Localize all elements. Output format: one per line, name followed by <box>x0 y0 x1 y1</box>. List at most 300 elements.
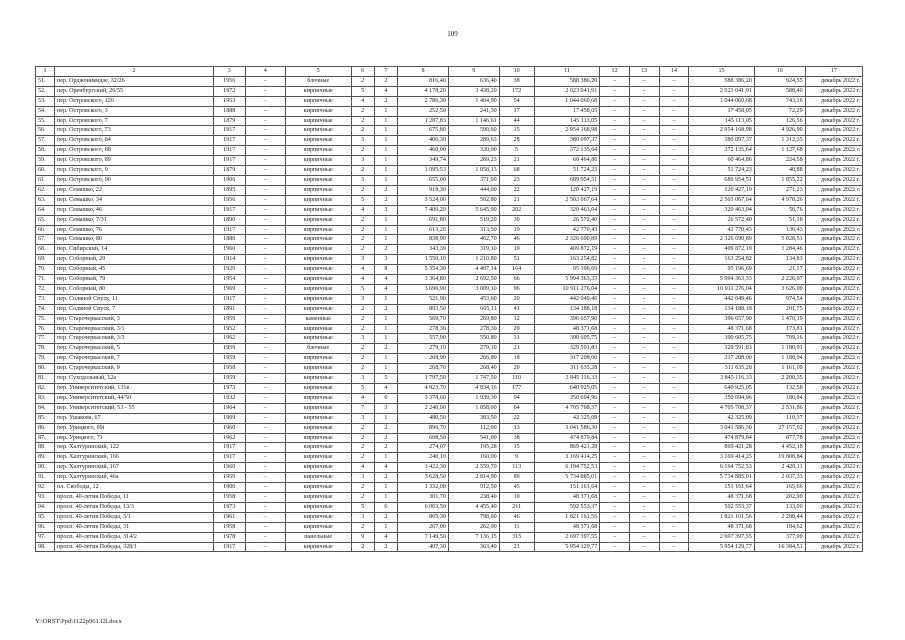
table-cell: 2 786,30 <box>398 96 449 106</box>
table-cell: 4 497,14 <box>448 265 499 275</box>
table-cell: 3 626,09 <box>754 284 805 294</box>
table-cell: кирпичные <box>285 235 351 245</box>
table-cell: 453,60 <box>448 294 499 304</box>
table-cell: 974,54 <box>754 294 805 304</box>
table-cell: – <box>659 344 689 354</box>
table-cell: декабрь 2022 г. <box>805 393 862 403</box>
table-cell: 134 188,18 <box>689 304 755 314</box>
table-cell: 343,39 <box>398 245 449 255</box>
table-cell: кирпичные <box>285 205 351 215</box>
table-cell: 1917 <box>213 453 245 463</box>
table-cell: 21,17 <box>754 265 805 275</box>
table-cell: 4 <box>351 275 374 285</box>
table-cell: кирпичные <box>285 374 351 384</box>
table-cell: – <box>245 116 285 126</box>
table-cell: 202 <box>499 205 534 215</box>
table-cell: – <box>659 324 689 334</box>
table-cell: – <box>629 532 659 542</box>
table-row <box>36 136 863 146</box>
table-cell: – <box>245 126 285 136</box>
table-cell: 3 <box>351 374 374 384</box>
table-cell: – <box>245 245 285 255</box>
table-cell: декабрь 2022 г. <box>805 225 862 235</box>
table-cell: 4 705 708,37 <box>689 403 755 413</box>
table-cell: – <box>629 403 659 413</box>
table-cell: – <box>629 116 659 126</box>
table-cell: декабрь 2022 г. <box>805 354 862 364</box>
table-cell: 502,80 <box>448 195 499 205</box>
table-cell: 89 <box>499 473 534 483</box>
table-cell: – <box>659 175 689 185</box>
table-cell: 1 332,08 <box>398 483 449 493</box>
table-cell: 1 <box>374 126 397 136</box>
table-cell: 1969 <box>213 284 245 294</box>
table-row <box>36 433 863 443</box>
table-cell: кирпичные <box>285 393 351 403</box>
table-cell: – <box>600 502 630 512</box>
table-cell: 5 <box>351 502 374 512</box>
table-cell: 56. <box>36 126 55 136</box>
table-cell: 73. <box>36 294 55 304</box>
table-cell: 2 559,70 <box>448 463 499 473</box>
table-row <box>36 215 863 225</box>
table-cell: 1 550,10 <box>398 255 449 265</box>
table-cell: 19 808,84 <box>754 453 805 463</box>
table-cell: 145 113,05 <box>534 116 600 126</box>
table-cell: декабрь 2022 г. <box>805 116 862 126</box>
table-cell: 22 <box>499 413 534 423</box>
table-row <box>36 354 863 364</box>
table-cell: 20 <box>499 294 534 304</box>
table-cell: 2 <box>351 225 374 235</box>
table-row <box>36 542 863 552</box>
table-cell: панельные <box>285 532 351 542</box>
table-cell: пер. Старочеркасский, 9 <box>55 364 214 374</box>
table-cell: декабрь 2022 г. <box>805 304 862 314</box>
table-cell: – <box>245 532 285 542</box>
table-cell: – <box>245 463 285 473</box>
table-cell: 67. <box>36 235 55 245</box>
table-cell: кирпичные <box>285 294 351 304</box>
table-cell: кирпичные <box>285 86 351 96</box>
table-cell: 912,50 <box>448 483 499 493</box>
table-cell: – <box>629 76 659 86</box>
table-cell: 3 009,10 <box>448 284 499 294</box>
table-cell: кирпичные <box>285 215 351 225</box>
table-cell: – <box>659 76 689 86</box>
table-cell: 1 <box>374 116 397 126</box>
table-cell: 5 954 129,77 <box>689 542 755 552</box>
table-cell: 869 421,28 <box>689 443 755 453</box>
table-cell: 267,00 <box>398 522 449 532</box>
table-cell: 48 371,68 <box>689 324 755 334</box>
table-cell: пер. Урицкого, 69i <box>55 423 214 433</box>
table-cell: 1 <box>374 225 397 235</box>
table-cell: – <box>245 275 285 285</box>
table-cell: 1 <box>374 235 397 245</box>
table-cell: кирпичные <box>285 453 351 463</box>
table-cell: 4 <box>374 86 397 96</box>
table-cell: 3 422,30 <box>398 463 449 473</box>
table-cell: кирпичные <box>285 166 351 176</box>
table-cell: – <box>600 354 630 364</box>
table-cell: 1 <box>374 453 397 463</box>
table-cell: – <box>659 156 689 166</box>
table-cell: кирпичные <box>285 275 351 285</box>
table-cell: 4 <box>351 96 374 106</box>
table-cell: 79. <box>36 354 55 364</box>
table-cell: 2 <box>374 185 397 195</box>
table-cell: 27 157,02 <box>754 423 805 433</box>
table-cell: пер. Университетский, 53 - 55 <box>55 403 214 413</box>
table-cell: 2 <box>351 146 374 156</box>
table-cell: – <box>659 433 689 443</box>
table-cell: 5 994 363,33 <box>534 275 600 285</box>
table-cell: 396 657,90 <box>534 314 600 324</box>
table-cell: 1 <box>374 166 397 176</box>
table-cell: декабрь 2022 г. <box>805 185 862 195</box>
table-cell: 3 378,60 <box>398 393 449 403</box>
table-cell: 2 <box>374 433 397 443</box>
table-row <box>36 473 863 483</box>
table-cell: – <box>629 384 659 394</box>
table-cell: 592 553,37 <box>689 502 755 512</box>
table-cell: – <box>600 116 630 126</box>
table-cell: кирпичные <box>285 384 351 394</box>
table-cell: – <box>629 502 659 512</box>
table-cell: 9 <box>499 453 534 463</box>
table-cell: 28 <box>499 136 534 146</box>
table-cell: – <box>245 205 285 215</box>
table-cell: 3 041 586,30 <box>689 423 755 433</box>
table-cell: 268,90 <box>398 354 449 364</box>
table-cell: – <box>629 304 659 314</box>
table-cell: – <box>629 374 659 384</box>
table-cell: 76. <box>36 324 55 334</box>
column-number: 6 <box>351 67 374 77</box>
table-cell: – <box>659 96 689 106</box>
table-cell: 1961 <box>213 512 245 522</box>
table-cell: – <box>659 284 689 294</box>
table-cell: 5 734 885,01 <box>689 473 755 483</box>
table-cell: 1909 <box>213 413 245 423</box>
table-cell: 113 <box>499 463 534 473</box>
table-cell: 691,80 <box>398 215 449 225</box>
housing-register-table <box>35 66 863 552</box>
table-cell: 1 <box>374 215 397 225</box>
table-cell: 134,83 <box>754 255 805 265</box>
table-cell: – <box>629 334 659 344</box>
table-cell: 1917 <box>213 136 245 146</box>
table-cell: декабрь 2022 г. <box>805 215 862 225</box>
page-number: 109 <box>447 30 458 38</box>
table-cell: 4 <box>351 205 374 215</box>
table-cell: 798,60 <box>448 512 499 522</box>
table-cell: 26 572,40 <box>534 215 600 225</box>
table-cell: декабрь 2022 г. <box>805 403 862 413</box>
table-cell: 97. <box>36 532 55 542</box>
table-cell: 58. <box>36 146 55 156</box>
table-cell: 5 <box>351 195 374 205</box>
table-cell: 48,88 <box>754 166 805 176</box>
table-cell: 173,81 <box>754 324 805 334</box>
table-cell: 1 470,19 <box>754 314 805 324</box>
column-number: 10 <box>499 67 534 77</box>
table-cell: – <box>600 136 630 146</box>
table-cell: – <box>600 275 630 285</box>
table-cell: 88. <box>36 443 55 453</box>
table-cell: – <box>629 185 659 195</box>
table-cell: пер. Островского, 90 <box>55 175 214 185</box>
table-cell: 268,70 <box>398 364 449 374</box>
table-row <box>36 463 863 473</box>
table-cell: 72,29 <box>754 106 805 116</box>
table-cell: 3 <box>374 403 397 413</box>
table-cell: декабрь 2022 г. <box>805 284 862 294</box>
table-row <box>36 443 863 453</box>
table-cell: 2 <box>351 76 374 86</box>
table-cell: просп. 40-летия Победы, 328/1 <box>55 542 214 552</box>
table-cell: 5 <box>351 284 374 294</box>
table-cell: 1879 <box>213 166 245 176</box>
table-cell: 613,20 <box>398 225 449 235</box>
table-cell: 17 <box>499 106 534 116</box>
table-cell: кирпичные <box>285 284 351 294</box>
table-cell: 238,40 <box>448 492 499 502</box>
table-cell: – <box>600 166 630 176</box>
table-cell: пер. Старочеркасский, 5 <box>55 344 214 354</box>
table-cell: декабрь 2022 г. <box>805 265 862 275</box>
table-cell: 2 <box>351 106 374 116</box>
table-cell: – <box>245 492 285 502</box>
table-cell: 1917 <box>213 542 245 552</box>
table-cell: пл. Свободы, 12 <box>55 483 214 493</box>
table-cell: – <box>245 512 285 522</box>
table-cell: 1 287,83 <box>398 116 449 126</box>
table-cell: 640 925,05 <box>689 384 755 394</box>
table-cell: – <box>629 294 659 304</box>
table-cell: декабрь 2022 г. <box>805 334 862 344</box>
table-cell: 557,90 <box>398 334 449 344</box>
table-row <box>36 492 863 502</box>
table-cell: кирпичные <box>285 473 351 483</box>
table-cell: 15 <box>499 126 534 136</box>
table-row <box>36 156 863 166</box>
table-cell: – <box>600 384 630 394</box>
table-cell: 2 692,50 <box>448 275 499 285</box>
table-cell: 68 <box>499 166 534 176</box>
table-cell: кирпичные <box>285 423 351 433</box>
table-cell: 3 438,20 <box>448 86 499 96</box>
table-cell: – <box>659 502 689 512</box>
table-cell: 311 635,28 <box>689 364 755 374</box>
table-cell: 59. <box>36 156 55 166</box>
table-cell: – <box>659 364 689 374</box>
table-cell: 4 <box>374 275 397 285</box>
table-cell: 1917 <box>213 294 245 304</box>
table-cell: 1 <box>374 136 397 146</box>
table-cell: – <box>600 483 630 493</box>
table-cell: 7 149,50 <box>398 532 449 542</box>
table-cell: – <box>600 205 630 215</box>
table-cell: 2 <box>351 116 374 126</box>
table-cell: 31 <box>499 334 534 344</box>
table-cell: 3 169 414,25 <box>689 453 755 463</box>
table-cell: 5 028,51 <box>754 235 805 245</box>
table-cell: 2 <box>351 522 374 532</box>
table-cell: – <box>629 364 659 374</box>
table-cell: 689 954,51 <box>689 175 755 185</box>
table-cell: 2 226,07 <box>754 275 805 285</box>
table-cell: 110,37 <box>754 413 805 423</box>
table-cell: – <box>600 374 630 384</box>
table-cell: 177 <box>499 384 534 394</box>
table-cell: 1978 <box>213 532 245 542</box>
table-cell: 2 <box>351 542 374 552</box>
table-cell: – <box>659 374 689 384</box>
table-cell: 20 <box>499 324 534 334</box>
table-cell: декабрь 2022 г. <box>805 294 862 304</box>
table-cell: 709,16 <box>754 334 805 344</box>
column-number: 4 <box>245 67 285 77</box>
table-cell: – <box>245 175 285 185</box>
table-cell: декабрь 2022 г. <box>805 532 862 542</box>
table-cell: 1879 <box>213 116 245 126</box>
table-cell: – <box>659 146 689 156</box>
table-cell: – <box>629 433 659 443</box>
table-cell: 224,58 <box>754 156 805 166</box>
table-cell: 2 <box>351 166 374 176</box>
table-cell: 380 097,37 <box>689 136 755 146</box>
table-cell: 1 284,46 <box>754 245 805 255</box>
table-cell: 1959 <box>213 374 245 384</box>
column-number: 17 <box>805 67 862 77</box>
table-row <box>36 403 863 413</box>
table-cell: просп. 40-летия Победы, 3/1 <box>55 512 214 522</box>
table-row <box>36 116 863 126</box>
table-cell: 665,11 <box>448 304 499 314</box>
table-cell: 896,70 <box>398 423 449 433</box>
table-cell: – <box>659 116 689 126</box>
table-cell: 145 113,05 <box>689 116 755 126</box>
table-cell: декабрь 2022 г. <box>805 156 862 166</box>
table-cell: 96. <box>36 522 55 532</box>
table-cell: 165,66 <box>754 483 805 493</box>
table-cell: 180,84 <box>754 393 805 403</box>
table-cell: 1958 <box>213 364 245 374</box>
table-cell: декабрь 2022 г. <box>805 195 862 205</box>
table-cell: 805,30 <box>398 512 449 522</box>
table-cell: 2 697 397,55 <box>534 532 600 542</box>
table-cell: 313,50 <box>448 225 499 235</box>
table-cell: – <box>600 492 630 502</box>
table-cell: 1 <box>374 413 397 423</box>
table-cell: 3 524,00 <box>398 195 449 205</box>
table-row <box>36 393 863 403</box>
table-cell: 93. <box>36 492 55 502</box>
table-cell: 2 <box>351 304 374 314</box>
table-row <box>36 245 863 255</box>
table-cell: – <box>600 413 630 423</box>
table-cell: 1962 <box>213 334 245 344</box>
table-cell: 51. <box>36 76 55 86</box>
table-cell: кирпичные <box>285 146 351 156</box>
table-cell: – <box>245 423 285 433</box>
table-cell: 81. <box>36 374 55 384</box>
table-cell: – <box>629 136 659 146</box>
table-cell: 1952 <box>213 324 245 334</box>
table-cell: 320 463,04 <box>689 205 755 215</box>
table-cell: 9 <box>351 532 374 542</box>
table-cell: – <box>659 294 689 304</box>
table-cell: – <box>659 463 689 473</box>
table-cell: кирпичные <box>285 245 351 255</box>
table-cell: 1900 <box>213 483 245 493</box>
table-cell: 132,58 <box>754 384 805 394</box>
table-cell: – <box>600 106 630 116</box>
table-cell: кирпичные <box>285 304 351 314</box>
table-cell: – <box>659 334 689 344</box>
table-cell: 64 <box>499 403 534 413</box>
table-cell: 2 503 067,64 <box>534 195 600 205</box>
table-cell: 4 926,90 <box>754 126 805 136</box>
table-cell: 172 <box>499 86 534 96</box>
table-cell: – <box>600 235 630 245</box>
table-row <box>36 96 863 106</box>
table-cell: кирпичные <box>285 413 351 423</box>
table-cell: 98. <box>36 542 55 552</box>
table-cell: 163 254,82 <box>534 255 600 265</box>
table-cell: – <box>245 146 285 156</box>
table-cell: – <box>600 175 630 185</box>
table-row <box>36 146 863 156</box>
table-cell: 22 <box>499 185 534 195</box>
table-cell: 56,76 <box>754 205 805 215</box>
table-cell: 2 814,90 <box>448 473 499 483</box>
table-cell: кирпичные <box>285 156 351 166</box>
table-cell: 184,62 <box>754 522 805 532</box>
table-cell: декабрь 2022 г. <box>805 106 862 116</box>
table-cell: 42 325,09 <box>689 413 755 423</box>
table-cell: 64. <box>36 205 55 215</box>
table-cell: 17 458,05 <box>534 106 600 116</box>
table-cell: 17 458,05 <box>689 106 755 116</box>
table-cell: 1 <box>374 156 397 166</box>
table-cell: пер. Семашко, 22 <box>55 185 214 195</box>
table-cell: – <box>245 502 285 512</box>
table-cell: – <box>659 492 689 502</box>
table-cell: – <box>659 473 689 483</box>
table-cell: 12 <box>499 314 534 324</box>
table-cell: декабрь 2022 г. <box>805 512 862 522</box>
table-cell: – <box>659 542 689 552</box>
table-cell: 61. <box>36 175 55 185</box>
table-cell: пер. Соляной Спуск, 11 <box>55 294 214 304</box>
table-cell: – <box>659 166 689 176</box>
table-cell: – <box>629 195 659 205</box>
table-row <box>36 294 863 304</box>
table-cell: – <box>659 443 689 453</box>
table-cell: 474 879,84 <box>534 433 600 443</box>
table-cell: – <box>600 96 630 106</box>
table-cell: 13 <box>499 423 534 433</box>
table-cell: 2 <box>351 126 374 136</box>
table-cell: 4 <box>374 284 397 294</box>
table-cell: 1 180,91 <box>754 344 805 354</box>
table-cell: кирпичные <box>285 225 351 235</box>
table-cell: 16 384,51 <box>754 542 805 552</box>
table-cell: 8 <box>374 265 397 275</box>
